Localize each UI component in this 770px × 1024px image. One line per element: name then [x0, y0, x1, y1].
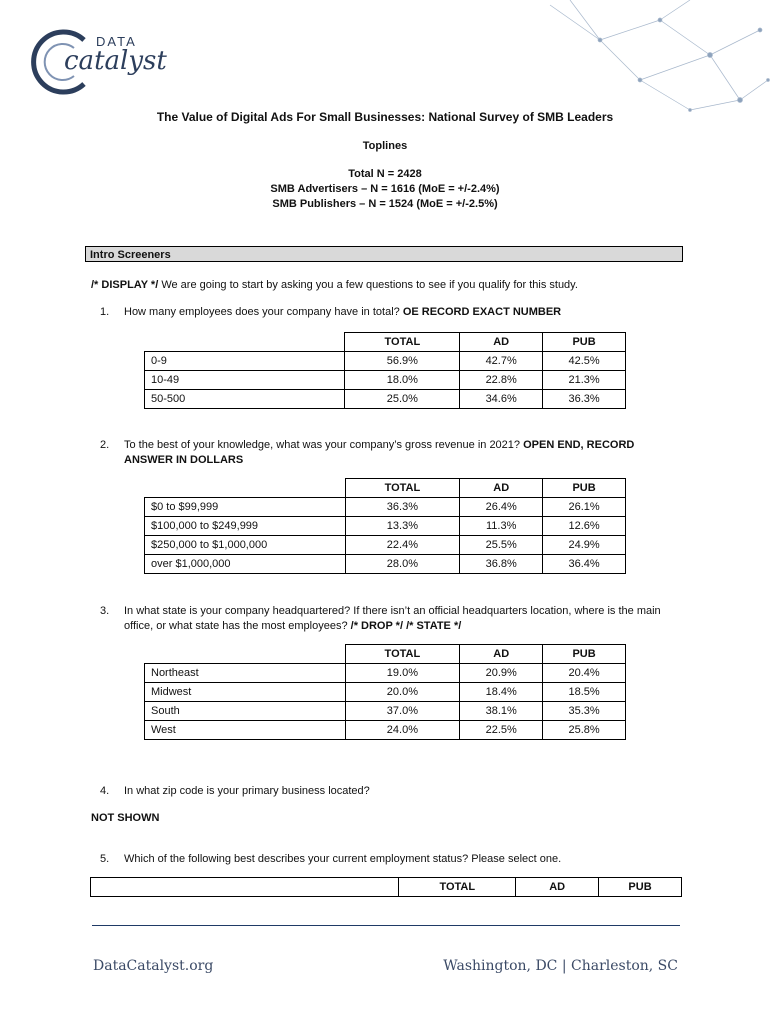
display-instruction [91, 279, 578, 291]
table-row [145, 371, 626, 390]
ad-cell: 11.3% [460, 517, 543, 536]
row-label: South [145, 702, 346, 721]
table-row [145, 352, 626, 371]
question-4 [100, 784, 700, 800]
table-q2 [144, 478, 626, 574]
pub-cell: 25.8% [543, 721, 626, 740]
col-total: TOTAL [399, 878, 516, 897]
footer-website: DataCatalyst.org [93, 958, 214, 974]
ad-cell: 22.5% [460, 721, 543, 740]
row-label: over $1,000,000 [145, 555, 346, 574]
table-row [145, 517, 626, 536]
question-1 [100, 305, 700, 321]
total-cell: 25.0% [345, 390, 460, 409]
display-text: We are going to start by asking you a few questions to see if you qualify for this study. [158, 279, 578, 291]
total-cell: 37.0% [345, 702, 460, 721]
row-label: $250,000 to $1,000,000 [145, 536, 346, 555]
question-instruction: OPEN END, RECORD ANSWER IN DOLLARS [124, 439, 635, 466]
total-cell: 22.4% [345, 536, 460, 555]
ad-cell: 20.9% [460, 664, 543, 683]
document-subtitle: Toplines [362, 140, 408, 152]
col-total: TOTAL [345, 645, 460, 664]
question-5 [100, 852, 700, 868]
blank-header-cell [91, 878, 399, 897]
total-n: Total N = 2428 [348, 168, 422, 180]
ad-cell: 38.1% [460, 702, 543, 721]
pub-cell: 42.5% [543, 352, 626, 371]
col-ad: AD [460, 333, 543, 352]
question-number: 3. [100, 605, 110, 617]
row-label: 10-49 [145, 371, 345, 390]
ad-cell: 18.4% [460, 683, 543, 702]
pub-cell: 18.5% [543, 683, 626, 702]
question-number: 1. [100, 306, 110, 318]
col-pub: PUB [543, 645, 626, 664]
col-total: TOTAL [345, 479, 460, 498]
blank-header-cell [145, 645, 346, 664]
footer-divider [92, 925, 680, 926]
blank-header-cell [145, 479, 346, 498]
sample-sizes [0, 167, 770, 212]
ad-cell: 34.6% [460, 390, 543, 409]
table-row [145, 664, 626, 683]
total-cell: 13.3% [345, 517, 460, 536]
ad-cell: 25.5% [460, 536, 543, 555]
total-cell: 20.0% [345, 683, 460, 702]
table-header-row [145, 645, 626, 664]
table-q3 [144, 644, 626, 740]
data-catalyst-logo [26, 26, 167, 96]
question-number: 4. [100, 785, 110, 797]
ad-cell: 22.8% [460, 371, 543, 390]
total-cell: 28.0% [345, 555, 460, 574]
logo-data-text: DATA [96, 34, 137, 49]
document-title: The Value of Digital Ads For Small Businesses: National Survey of SMB Leaders [156, 110, 614, 124]
table-row [145, 702, 626, 721]
pub-cell: 26.1% [543, 498, 626, 517]
total-cell: 18.0% [345, 371, 460, 390]
question-number: 5. [100, 853, 110, 865]
question-text: Which of the following best describes your current employment status? Please select one. [124, 853, 562, 865]
row-label: 0-9 [145, 352, 345, 371]
row-label: West [145, 721, 346, 740]
pub-cell: 12.6% [543, 517, 626, 536]
section-header: Intro Screeners [85, 246, 683, 262]
total-cell: 36.3% [345, 498, 460, 517]
table-row [145, 498, 626, 517]
table-row [145, 555, 626, 574]
col-pub: PUB [543, 333, 626, 352]
row-label: Northeast [145, 664, 346, 683]
ad-cell: 36.8% [460, 555, 543, 574]
table-header-row [145, 479, 626, 498]
question-text: How many employees does your company have in total? [124, 306, 403, 318]
publishers-n: SMB Publishers – N = 1524 (MoE = +/-2.5%) [272, 198, 498, 210]
footer-locations: Washington, DC | Charleston, SC [443, 958, 678, 974]
question-number: 2. [100, 439, 110, 451]
pub-cell: 36.4% [543, 555, 626, 574]
col-ad: AD [460, 479, 543, 498]
ad-cell: 42.7% [460, 352, 543, 371]
not-shown-label: NOT SHOWN [91, 812, 160, 824]
question-instruction: /* DROP */ /* STATE */ [350, 620, 462, 632]
table-q1 [144, 332, 626, 409]
table-row [145, 390, 626, 409]
col-pub: PUB [599, 878, 682, 897]
question-instruction: OE RECORD EXACT NUMBER [402, 306, 562, 318]
advertisers-n: SMB Advertisers – N = 1616 (MoE = +/-2.4%) [270, 183, 500, 195]
pub-cell: 35.3% [543, 702, 626, 721]
table-row [145, 721, 626, 740]
row-label: 50-500 [145, 390, 345, 409]
table-row [145, 683, 626, 702]
total-cell: 24.0% [345, 721, 460, 740]
logo-catalyst-text: catalyst [64, 46, 167, 76]
pub-cell: 24.9% [543, 536, 626, 555]
col-ad: AD [460, 645, 543, 664]
ad-cell: 26.4% [460, 498, 543, 517]
question-3 [100, 604, 700, 636]
table-header-row [145, 333, 626, 352]
table-row [145, 536, 626, 555]
table-header-row [91, 878, 682, 897]
row-label: $100,000 to $249,999 [145, 517, 346, 536]
network-graphic-icon [540, 0, 770, 120]
question-text: To the best of your knowledge, what was your company’s gross revenue in 2021? [124, 439, 524, 451]
col-pub: PUB [543, 479, 626, 498]
row-label: $0 to $99,999 [145, 498, 346, 517]
total-cell: 56.9% [345, 352, 460, 371]
table-q5 [90, 877, 682, 897]
display-tag: /* DISPLAY */ [91, 279, 159, 291]
row-label: Midwest [145, 683, 346, 702]
total-cell: 19.0% [345, 664, 460, 683]
col-total: TOTAL [345, 333, 460, 352]
pub-cell: 36.3% [543, 390, 626, 409]
question-text: In what zip code is your primary business located? [124, 785, 370, 797]
pub-cell: 21.3% [543, 371, 626, 390]
col-ad: AD [516, 878, 599, 897]
blank-header-cell [145, 333, 345, 352]
pub-cell: 20.4% [543, 664, 626, 683]
question-2 [100, 438, 700, 470]
question-text: In what state is your company headquartered? If there isn’t an official headquarters location, where is the main office, or what state has the most employees? [124, 605, 661, 632]
